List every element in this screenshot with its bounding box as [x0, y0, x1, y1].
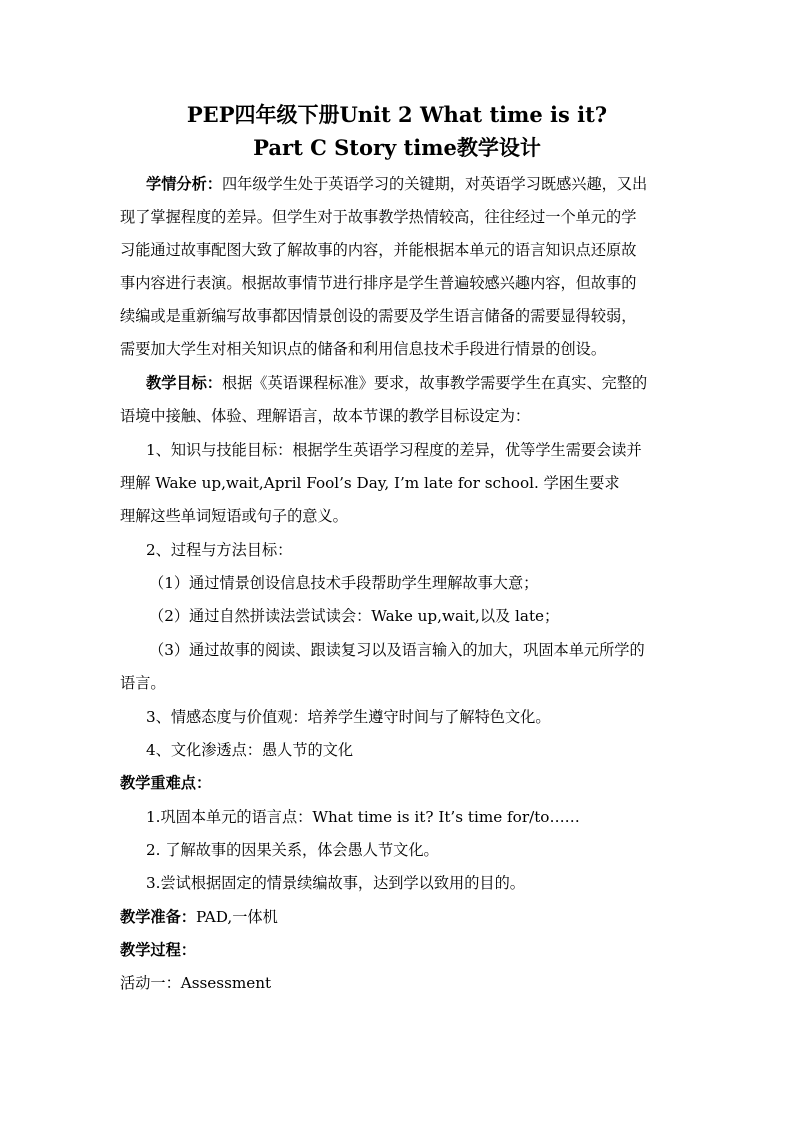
goal-item1-line2: 理解 Wake up,wait,April Fool’s Day, I’m late for school. 学困生要求: [120, 474, 620, 492]
analysis-line-6: 需要加大学生对相关知识点的储备和利用信息技术手段进行情景的创设。: [120, 340, 606, 358]
goal-item1-line1: 1、知识与技能目标：根据学生英语学习程度的差异，优等学生需要会读并: [146, 441, 642, 459]
analysis-line-1: [146, 173, 668, 195]
analysis-line-3: 习能通过故事配图大致了解故事的内容，并能根据本单元的语言知识点还原故: [120, 241, 637, 259]
analysis-line-4: 事内容进行表演。根据故事情节进行排序是学生普遍较感兴趣内容，但故事的: [120, 274, 637, 292]
goals-text: 根据《英语课程标准》要求，故事教学需要学生在真实、完整的: [221, 374, 648, 392]
goal-item1-line3: 理解这些单词短语或句子的意义。: [120, 507, 348, 525]
goals-line-2: 语境中接触、体验、理解语言，故本节课的教学目标设定为：: [120, 407, 531, 425]
process-heading: 教学过程：: [120, 941, 196, 959]
goal-item2-sub3-line1: （3）通过故事的阅读、跟读复习以及语言输入的加大，巩固本单元所学的: [149, 641, 645, 659]
analysis-line-5: 续编或是重新编写故事都因情景创设的需要及学生语言储备的需要显得较弱，: [120, 307, 637, 325]
preparation-heading: 教学准备：: [120, 908, 196, 926]
analysis-text: 四年级学生处于英语学习的关键期，对英语学习既感兴趣，又出: [221, 175, 648, 193]
goal-item2-sub3-line2: 语言。: [120, 674, 166, 692]
goal-item2-sub1: （1）通过情景创设信息技术手段帮助学生理解故事大意；: [149, 574, 539, 592]
activity-1: 活动一：Assessment: [120, 974, 272, 992]
key-point-3: 3.尝试根据固定的情景续编故事，达到学以致用的目的。: [146, 874, 525, 892]
analysis-heading: 学情分析：: [146, 175, 222, 193]
preparation-line: [120, 906, 668, 928]
key-points-heading: 教学重难点：: [120, 774, 212, 792]
goal-item2-label: 2、过程与方法目标：: [146, 541, 293, 559]
key-point-2: 2. 了解故事的因果关系，体会愚人节文化。: [146, 841, 439, 859]
goal-item2-sub2: （2）通过自然拼读法尝试读会：Wake up,wait,以及 late；: [149, 607, 560, 625]
goals-line-1: [146, 372, 668, 394]
document-title-line2: Part C Story time教学设计: [253, 135, 541, 160]
goals-heading: 教学目标：: [146, 374, 222, 392]
key-point-1: 1.巩固本单元的语言点：What time is it? It’s time for/to……: [146, 808, 580, 826]
analysis-line-2: 现了掌握程度的差异。但学生对于故事教学热情较高，往往经过一个单元的学: [120, 208, 637, 226]
preparation-text: PAD,一体机: [195, 908, 278, 926]
goal-item4: 4、文化渗透点：愚人节的文化: [146, 741, 354, 759]
goal-item3: 3、情感态度与价值观：培养学生遵守时间与了解特色文化。: [146, 708, 551, 726]
document-title-line1: PEP四年级下册Unit 2 What time is it?: [186, 102, 608, 127]
